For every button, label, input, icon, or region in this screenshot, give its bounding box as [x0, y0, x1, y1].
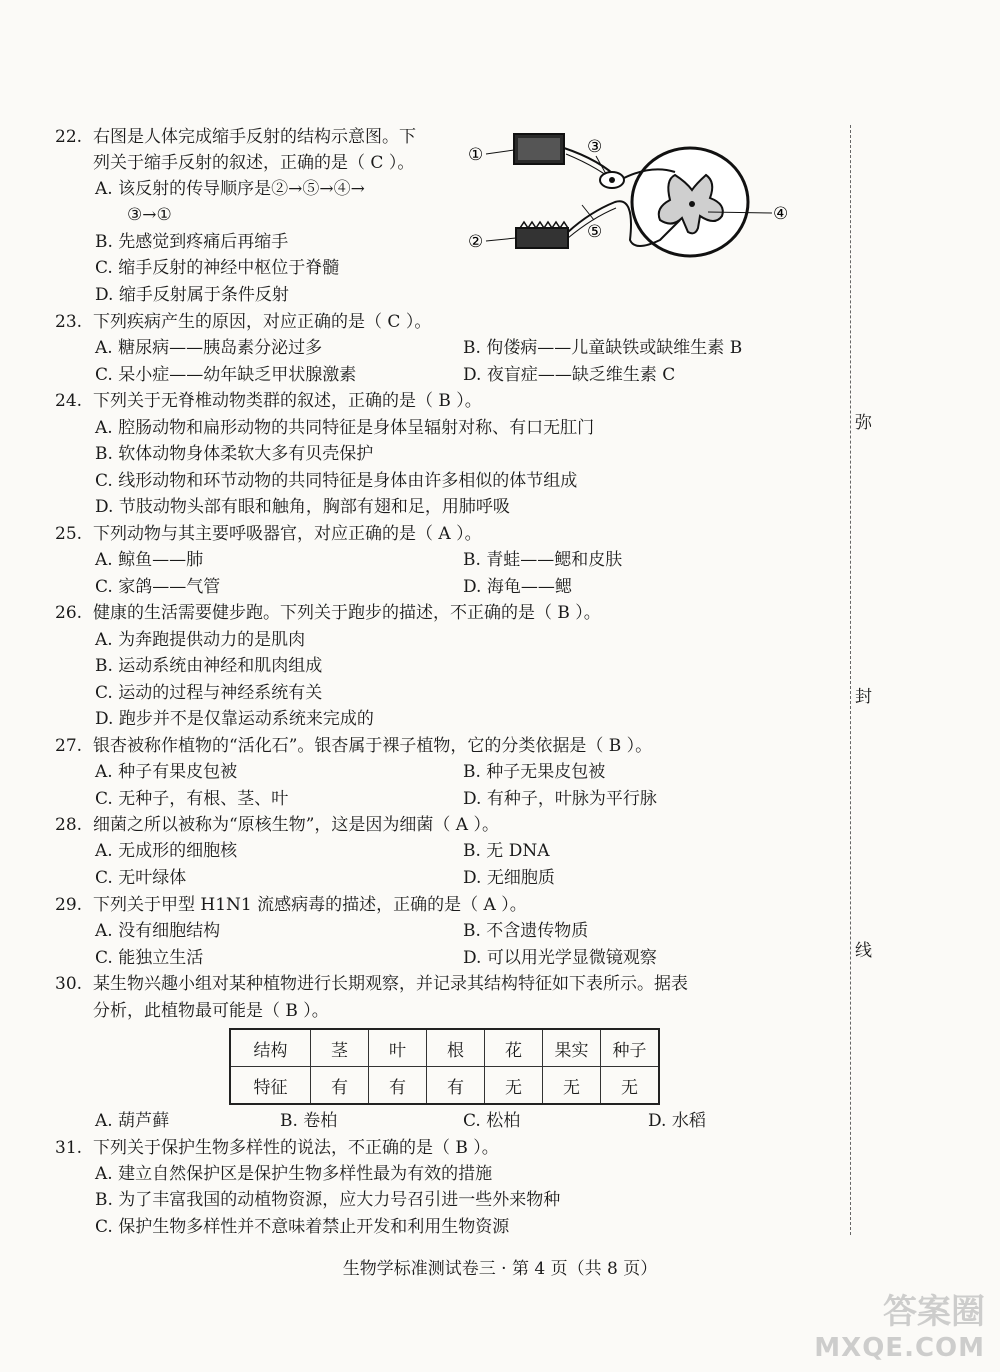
option-a: A. 建立自然保护区是保护生物多样性最为有效的措施	[95, 1164, 493, 1184]
option-a-cont: ③→①	[127, 205, 172, 225]
binding-dashed-line	[850, 125, 851, 1235]
side-label-mi: 弥	[855, 413, 872, 433]
option-b: B. 佝偻病——儿童缺铁或缺维生素 B	[463, 338, 743, 358]
option-a: A. 为奔跑提供动力的是肌肉	[95, 630, 306, 650]
option-d: D. 夜盲症——缺乏维生素 C	[463, 365, 676, 385]
question-number: 24.	[55, 391, 83, 411]
reflex-arc-diagram	[460, 120, 800, 260]
question-stem: 下列疾病产生的原因，对应正确的是（ C ）。	[93, 312, 432, 332]
question-stem: 分析，此植物最可能是（ B ）。	[93, 1001, 329, 1021]
option-c: C. 线形动物和环节动物的共同特征是身体由许多相似的体节组成	[95, 471, 578, 491]
option-b: B. 卷柏	[280, 1111, 338, 1131]
option-d: D. 可以用光学显微镜观察	[463, 948, 657, 968]
table-row	[230, 1067, 659, 1105]
watermark-logo	[814, 1294, 985, 1366]
option-c: C. 运动的过程与神经系统有关	[95, 683, 323, 703]
option-a: A. 葫芦藓	[95, 1111, 170, 1131]
table-cell: 种子	[601, 1029, 660, 1067]
question-number: 30.	[55, 974, 83, 994]
option-c: C. 无叶绿体	[95, 868, 187, 888]
question-stem: 下列关于保护生物多样性的说法，不正确的是（ B ）。	[93, 1138, 499, 1158]
option-c: C. 保护生物多样性并不意味着禁止开发和利用生物资源	[95, 1217, 510, 1237]
table-cell: 花	[485, 1029, 543, 1067]
option-a: A. 鲸鱼——肺	[95, 550, 204, 570]
option-a: A. 种子有果皮包被	[95, 762, 238, 782]
option-b: B. 先感觉到疼痛后再缩手	[95, 232, 289, 252]
table-cell: 果实	[543, 1029, 601, 1067]
structure-table	[229, 1028, 660, 1105]
option-d: D. 水稻	[648, 1111, 706, 1131]
option-d: D. 海龟——鳃	[463, 577, 572, 597]
side-label-feng: 封	[855, 687, 872, 707]
effector-muscle	[514, 134, 564, 164]
page-footer: 生物学标准测试卷三 · 第 4 页（共 8 页）	[342, 1259, 658, 1279]
option-b: B. 种子无果皮包被	[463, 762, 606, 782]
option-d: D. 跑步并不是仅靠运动系统来完成的	[95, 709, 374, 729]
option-b: B. 无 DNA	[463, 841, 550, 861]
label-5: ⑤	[587, 222, 603, 242]
option-c: C. 呆小症——幼年缺乏甲状腺激素	[95, 365, 357, 385]
table-cell: 有	[369, 1067, 427, 1105]
table-cell: 特征	[230, 1067, 311, 1105]
table-header-row	[230, 1029, 659, 1067]
receptor-skin	[516, 222, 568, 248]
table-cell: 叶	[369, 1029, 427, 1067]
question-number: 28.	[55, 815, 83, 835]
question-stem: 某生物兴趣小组对某种植物进行长期观察，并记录其结构特征如下表所示。据表	[93, 974, 688, 994]
option-c: C. 无种子，有根、茎、叶	[95, 789, 289, 809]
question-stem: 列关于缩手反射的叙述，正确的是（ C ）。	[93, 153, 415, 173]
side-label-xian: 线	[855, 941, 872, 961]
option-d: D. 有种子，叶脉为平行脉	[463, 789, 657, 809]
question-stem: 细菌之所以被称为“原核生物”，这是因为细菌（ A ）。	[93, 815, 499, 835]
question-number: 29.	[55, 895, 83, 915]
question-number: 23.	[55, 312, 83, 332]
table-cell: 根	[427, 1029, 485, 1067]
watermark-text: 答案圈	[883, 1292, 985, 1332]
watermark-url: MXQE.COM	[814, 1333, 985, 1363]
option-b: B. 软体动物身体柔软大多有贝壳保护	[95, 444, 374, 464]
option-b: B. 青蛙——鳃和皮肤	[463, 550, 623, 570]
question-number: 25.	[55, 524, 83, 544]
question-stem: 下列动物与其主要呼吸器官，对应正确的是（ A ）。	[93, 524, 482, 544]
option-c: C. 缩手反射的神经中枢位于脊髓	[95, 258, 340, 278]
option-b: B. 运动系统由神经和肌肉组成	[95, 656, 323, 676]
question-stem: 健康的生活需要健步跑。下列关于跑步的描述，不正确的是（ B ）。	[93, 603, 601, 623]
option-d: D. 节肢动物头部有眼和触角，胸部有翅和足，用肺呼吸	[95, 497, 510, 517]
question-number: 22.	[55, 127, 83, 147]
option-b: B. 为了丰富我国的动植物资源，应大力号召引进一些外来物种	[95, 1190, 561, 1210]
question-stem: 银杏被称作植物的“活化石”。银杏属于裸子植物，它的分类依据是（ B ）。	[93, 736, 653, 756]
question-stem: 下列关于甲型 H1N1 流感病毒的描述，正确的是（ A ）。	[93, 895, 527, 915]
option-a: A. 腔肠动物和扁形动物的共同特征是身体呈辐射对称、有口无肛门	[95, 418, 595, 438]
option-b: B. 不含遗传物质	[463, 921, 589, 941]
table-cell: 茎	[311, 1029, 369, 1067]
table-cell: 有	[427, 1067, 485, 1105]
table-cell: 无	[543, 1067, 601, 1105]
table-cell: 有	[311, 1067, 369, 1105]
label-1: ①	[468, 145, 484, 165]
question-stem: 下列关于无脊椎动物类群的叙述，正确的是（ B ）。	[93, 391, 482, 411]
option-d: D. 无细胞质	[463, 868, 555, 888]
option-c: C. 松柏	[463, 1111, 521, 1131]
option-a: A. 糖尿病——胰岛素分泌过多	[95, 338, 323, 358]
table-cell: 无	[485, 1067, 543, 1105]
question-number: 27.	[55, 736, 83, 756]
question-stem: 右图是人体完成缩手反射的结构示意图。下	[93, 127, 416, 147]
option-a: A. 没有细胞结构	[95, 921, 221, 941]
label-2: ②	[468, 232, 484, 252]
option-a: A. 无成形的细胞核	[95, 841, 238, 861]
table-cell: 无	[601, 1067, 660, 1105]
option-a: A. 该反射的传导顺序是②→⑤→④→	[95, 179, 365, 199]
option-c: C. 能独立生活	[95, 948, 204, 968]
option-d: D. 缩手反射属于条件反射	[95, 285, 289, 305]
label-3: ③	[587, 137, 603, 157]
label-4: ④	[773, 204, 789, 224]
option-c: C. 家鸽——气管	[95, 577, 221, 597]
table-cell: 结构	[230, 1029, 311, 1067]
question-number: 26.	[55, 603, 83, 623]
question-number: 31.	[55, 1138, 83, 1158]
